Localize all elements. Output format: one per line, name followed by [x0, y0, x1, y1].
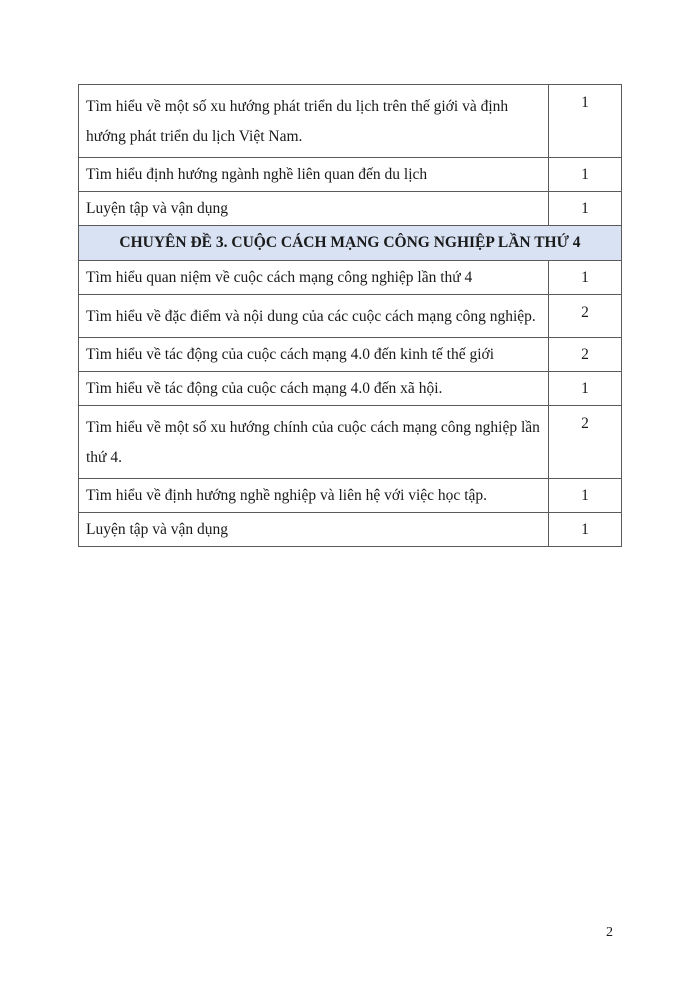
- lesson-description: Tìm hiểu về tác động của cuộc cách mạng 4.0 đến kinh tế thế giới: [79, 338, 549, 372]
- lesson-periods: 1: [549, 513, 622, 547]
- table-row: [79, 338, 622, 372]
- lesson-periods: 1: [549, 261, 622, 295]
- lesson-description: Tìm hiểu về đặc điểm và nội dung của các cuộc cách mạng công nghiệp.: [79, 295, 549, 338]
- lesson-plan-table: [78, 84, 622, 547]
- table-row: [79, 158, 622, 192]
- table-row: [79, 85, 622, 158]
- lesson-description: Tìm hiểu về một số xu hướng phát triển du lịch trên thế giới và định hướng phát triển du lịch Việt Nam.: [79, 85, 549, 158]
- lesson-description: Tìm hiểu về một số xu hướng chính của cuộc cách mạng công nghiệp lần thứ 4.: [79, 406, 549, 479]
- table-row: [79, 295, 622, 338]
- lesson-description: Luyện tập và vận dụng: [79, 192, 549, 226]
- lesson-periods: 1: [549, 158, 622, 192]
- lesson-periods: 1: [549, 372, 622, 406]
- page-number: 2: [606, 925, 613, 940]
- table-row: [79, 261, 622, 295]
- lesson-periods: 1: [549, 85, 622, 158]
- lesson-description: Tìm hiểu về định hướng nghề nghiệp và liên hệ với việc học tập.: [79, 479, 549, 513]
- lesson-description: Luyện tập và vận dụng: [79, 513, 549, 547]
- section-title: CHUYÊN ĐỀ 3. CUỘC CÁCH MẠNG CÔNG NGHIỆP LẦN THỨ 4: [79, 226, 622, 261]
- lesson-periods: 2: [549, 295, 622, 338]
- lesson-periods: 2: [549, 406, 622, 479]
- lesson-description: Tìm hiểu quan niệm về cuộc cách mạng công nghiệp lần thứ 4: [79, 261, 549, 295]
- section-header-row: [79, 226, 622, 261]
- table-row: [79, 192, 622, 226]
- table-row: [79, 372, 622, 406]
- lesson-description: Tìm hiểu về tác động của cuộc cách mạng 4.0 đến xã hội.: [79, 372, 549, 406]
- table-row: [79, 513, 622, 547]
- table-row: [79, 479, 622, 513]
- lesson-periods: 2: [549, 338, 622, 372]
- lesson-description: Tìm hiểu định hướng ngành nghề liên quan đến du lịch: [79, 158, 549, 192]
- lesson-periods: 1: [549, 479, 622, 513]
- lesson-periods: 1: [549, 192, 622, 226]
- table-row: [79, 406, 622, 479]
